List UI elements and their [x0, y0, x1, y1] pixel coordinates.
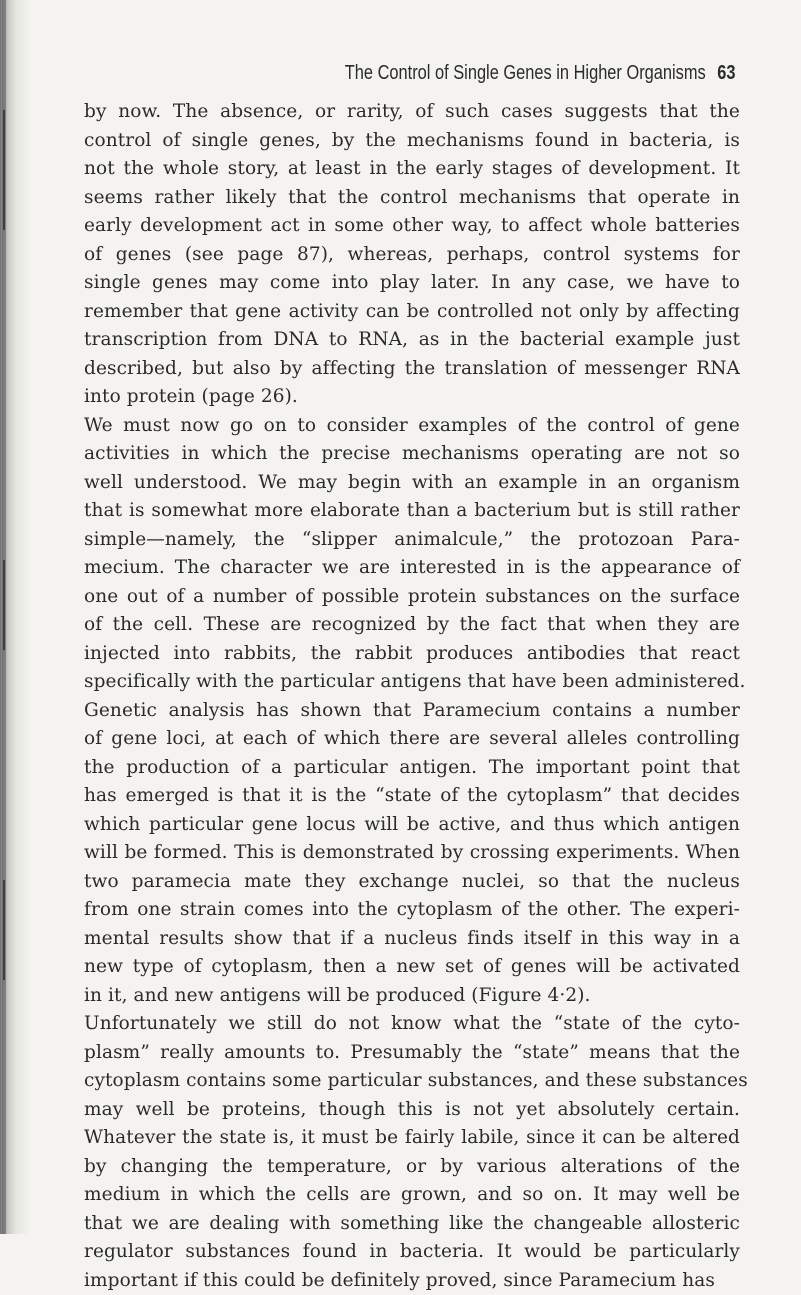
text-line: mecium. The character we are interested in is the appearance of [84, 554, 740, 583]
text-line: activities in which the precise mechanisms operating are not so [84, 440, 740, 469]
text-line: control of single genes, by the mechanisms found in bacteria, is [84, 127, 740, 156]
text-line: described, but also by affecting the translation of messenger RNA [84, 355, 740, 384]
text-line: remember that gene activity can be controlled not only by affecting [84, 298, 740, 327]
text-line: early development act in some other way, to affect whole batteries [84, 212, 740, 241]
text-line: that is somewhat more elaborate than a bacterium but is still rather [84, 497, 740, 526]
text-line: two paramecia mate they exchange nuclei, so that the nucleus [84, 868, 740, 897]
text-line: one out of a number of possible protein substances on the surface [84, 583, 740, 612]
text-line: by now. The absence, or rarity, of such cases suggests that the [84, 98, 740, 127]
text-line: important if this could be definitely proved, since Paramecium has [84, 1267, 740, 1295]
text-line: new type of cytoplasm, then a new set of genes will be activated [84, 953, 740, 982]
text-line: of gene loci, at each of which there are several alleles controlling [84, 725, 740, 754]
text-line: in it, and new antigens will be produced (Figure 4·2). [84, 982, 740, 1011]
text-line: well understood. We may begin with an example in an organism [84, 469, 740, 498]
text-line: Unfortunately we still do not know what the “state of the cyto- [84, 1010, 740, 1039]
text-line: which particular gene locus will be active, and thus which antigen [84, 811, 740, 840]
text-line: single genes may come into play later. In any case, we have to [84, 269, 740, 298]
text-line: transcription from DNA to RNA, as in the bacterial example just [84, 326, 740, 355]
text-line: that we are dealing with something like the changeable allosteric [84, 1210, 740, 1239]
text-line: by changing the temperature, or by various alterations of the [84, 1153, 740, 1182]
text-line: plasm” really amounts to. Presumably the “state” means that the [84, 1039, 740, 1068]
text-line: seems rather likely that the control mechanisms that operate in [84, 184, 740, 213]
running-head [344, 62, 735, 85]
text-line: from one strain comes into the cytoplasm of the other. The experi- [84, 896, 740, 925]
text-line: simple—namely, the “slipper animalcule,” the protozoan Para- [84, 526, 740, 555]
text-line: not the whole story, at least in the early stages of development. It [84, 155, 740, 184]
binding-mark [3, 110, 5, 230]
text-line: Whatever the state is, it must be fairly labile, since it can be altered [84, 1124, 740, 1153]
page-number: 63 [717, 62, 735, 85]
text-line: has emerged is that it is the “state of the cytoplasm” that decides [84, 782, 740, 811]
text-line: specifically with the particular antigens that have been administered. [84, 668, 740, 697]
binding-mark [3, 560, 5, 650]
text-line: will be formed. This is demonstrated by crossing experiments. When [84, 839, 740, 868]
binding-mark [3, 880, 5, 980]
chapter-title: The Control of Single Genes in Higher Organisms [344, 62, 705, 85]
text-line: mental results show that if a nucleus finds itself in this way in a [84, 925, 740, 954]
text-line: injected into rabbits, the rabbit produces antibodies that react [84, 640, 740, 669]
text-line: of genes (see page 87), whereas, perhaps, control systems for [84, 241, 740, 270]
text-line: medium in which the cells are grown, and so on. It may well be [84, 1181, 740, 1210]
text-line: may well be proteins, though this is not yet absolutely certain. [84, 1096, 740, 1125]
text-line: Genetic analysis has shown that Paramecium contains a number [84, 697, 740, 726]
text-line: regulator substances found in bacteria. It would be particularly [84, 1238, 740, 1267]
text-line: into protein (page 26). [84, 383, 740, 412]
text-line: cytoplasm contains some particular substances, and these substances [84, 1067, 740, 1096]
text-line: the production of a particular antigen. The important point that [84, 754, 740, 783]
body-text [84, 98, 740, 1295]
page-gutter [0, 0, 30, 1234]
text-line: We must now go on to consider examples of the control of gene [84, 412, 740, 441]
text-line: of the cell. These are recognized by the fact that when they are [84, 611, 740, 640]
